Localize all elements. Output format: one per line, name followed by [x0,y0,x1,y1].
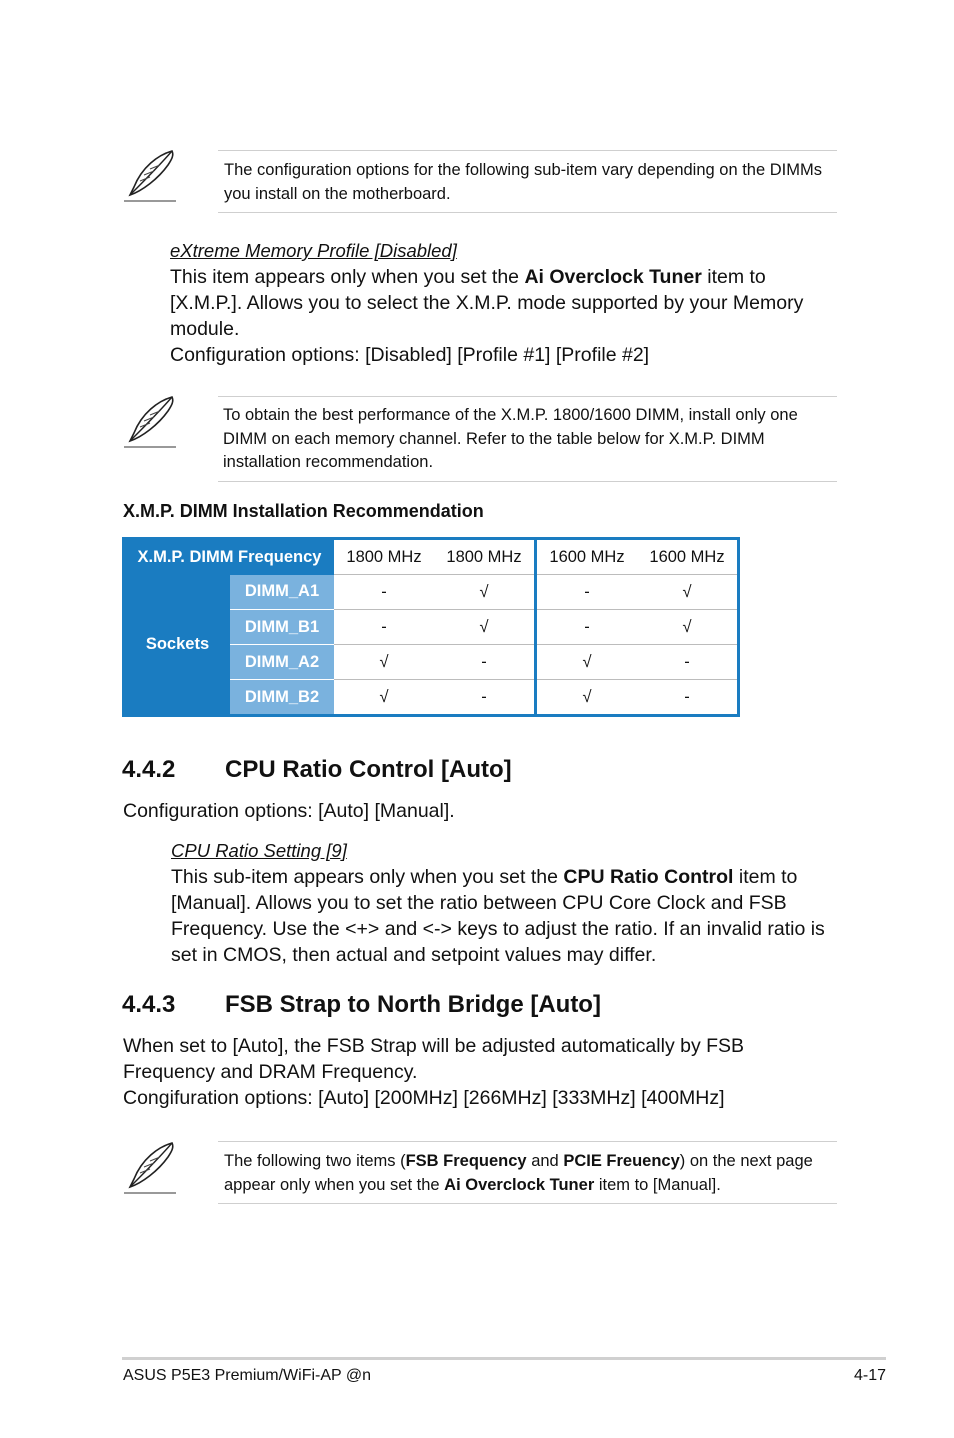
cpu-ratio-desc-text: This sub-item appears only when you set the [171,866,564,888]
table-cell: - [536,575,638,610]
note-bold: Ai Overclock Tuner [444,1175,595,1194]
note-text: To obtain the best performance of the X.M.P. 1800/1600 DIMM, install only one DIMM on each memory channel. Refer to the table below for X.M.P. DIMM installation recommendation. [223,406,798,471]
table-cell: √ [536,680,638,716]
cpu-ratio-setting-block [171,838,839,968]
note-text: and [526,1152,564,1170]
frequency-cell: 1800 MHz [334,539,434,575]
table-title: X.M.P. DIMM Installation Recommendation [123,501,484,521]
table-header-row [124,539,739,575]
table-cell: - [481,687,487,706]
fsb-strap-config: Congifuration options: [Auto] [200MHz] [266MHz] [333MHz] [400MHz] [123,1087,725,1109]
frequency-cell: 1600 MHz [536,539,638,575]
xmp-dimm-table [122,537,740,717]
note-fsb-pcie [218,1141,837,1204]
note-text: The following two items ( [224,1152,406,1170]
feather-note-icon [120,1139,180,1199]
dimm-slot-label: DIMM_B1 [230,610,334,645]
note-xmp-performance [218,396,837,482]
footer-product-name: ASUS P5E3 Premium/WiFi-AP @n [123,1367,372,1384]
xmp-config-options: Configuration options: [Disabled] [Profile #1] [Profile #2] [170,344,650,366]
cpu-ratio-description [171,864,839,968]
xmp-description [170,264,840,342]
section-heading-fsb-strap [122,991,601,1019]
table-cell: - [434,645,536,680]
note-text: The configuration options for the following sub-item vary depending on the DIMMs you install on the motherboard. [224,161,822,203]
table-cell: √ [334,645,434,680]
xmp-desc-text-2: item to [X.M.P.]. Allows you to select the X.M.P. mode supported by your Memory module. [170,266,804,340]
table-cell: - [536,610,638,645]
frequency-cell: 1600 MHz [637,539,739,575]
cpu-ratio-desc-bold: CPU Ratio Control [563,866,734,888]
xmp-desc-text: This item appears only when you set the [170,266,525,288]
note-text: item to [Manual]. [594,1175,721,1194]
dimm-slot-label: DIMM_A2 [230,645,334,680]
table-cell: - [334,575,434,610]
table-cell: √ [434,575,536,610]
xmp-desc-bold: Ai Overclock Tuner [524,266,702,288]
xmp-subitem-title: eXtreme Memory Profile [Disabled] [170,240,457,261]
table-cell: √ [637,575,739,610]
table-cell: √ [637,610,739,645]
note-bold: PCIE Freuency [563,1152,680,1170]
table-cell: - [334,610,434,645]
xmp-block [170,238,840,368]
footer-page-number: 4-17 [853,1367,886,1384]
table-cell: - [637,645,739,680]
section-title: FSB Strap to North Bridge [Auto] [225,991,601,1018]
table-cell: √ [434,610,536,645]
footer-divider [122,1357,886,1360]
note-dimm-config [218,150,837,213]
section-title: CPU Ratio Control [Auto] [225,756,512,783]
note-text: ) on the next page appear only when you set the [224,1152,813,1194]
cpu-ratio-subitem-title: CPU Ratio Setting [9] [171,840,347,861]
fsb-strap-description: When set to [Auto], the FSB Strap will be adjusted automatically by FSB Frequency and DRAM Frequency. [123,1035,745,1083]
section-number: 4.4.3 [122,991,176,1018]
dimm-slot-label: DIMM_B2 [230,680,334,716]
cpu-ratio-config: Configuration options: [Auto] [Manual]. [123,800,455,822]
frequency-header: X.M.P. DIMM Frequency [124,539,335,575]
feather-note-icon [120,147,180,207]
cpu-ratio-desc-text-2: item to [Manual]. Allows you to set the ratio between CPU Core Clock and FSB Frequency. Use the <+> and <-> keys to adjust the ratio. If an invalid ratio is set in CMOS, then actual and setpoint values may differ. [171,866,825,966]
sockets-label: Sockets [124,575,231,716]
section-number: 4.4.2 [122,756,176,783]
note-bold: FSB Frequency [405,1152,527,1170]
dimm-slot-label: DIMM_A1 [230,575,334,610]
feather-note-icon [120,393,180,453]
table-cell: √ [536,645,638,680]
table-cell: √ [379,687,389,706]
table-cell: - [684,687,690,706]
frequency-cell: 1800 MHz [434,539,536,575]
table-row [124,575,739,610]
section-heading-cpu-ratio [122,756,512,784]
fsb-strap-block [123,1033,763,1111]
